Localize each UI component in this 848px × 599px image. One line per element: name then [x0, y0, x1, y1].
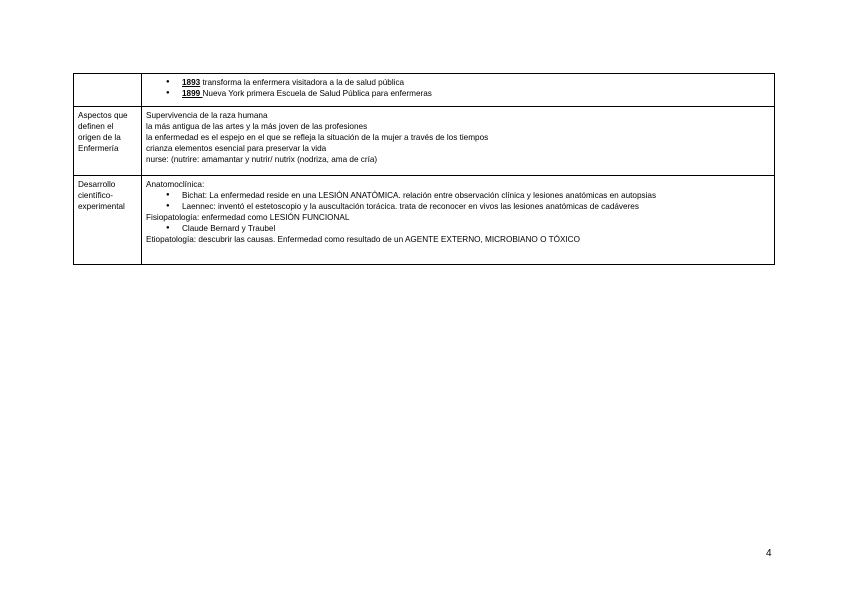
text-line: la más antigua de las artes y la más joven de las profesiones	[146, 122, 368, 131]
text-line: Supervivencia de la raza humana	[146, 111, 268, 120]
text-line: la enfermedad es el espejo en el que se refleja la situación de la mujer a través de los tiempos	[146, 133, 489, 142]
row-label-cell	[74, 74, 142, 107]
list-item: ● Claude Bernard y Traubel	[146, 223, 770, 234]
list-item	[146, 77, 770, 88]
fisiopatologia-title: Fisiopatología: enfermedad como LESIÓN FUNCIONAL	[146, 213, 350, 222]
year-1899: 1899	[182, 89, 203, 98]
table-row	[74, 74, 775, 107]
row-label-desarrollo: Desarrollo científico-experimental	[74, 176, 142, 265]
bullet-text: transforma la enfermera visitadora a la de salud pública	[200, 78, 405, 87]
year-1893: 1893	[182, 78, 201, 87]
list-item	[146, 88, 770, 99]
table-row	[74, 107, 775, 176]
row-content-cell	[142, 74, 775, 107]
text-line: crianza elementos esencial para preservar la vida	[146, 144, 327, 153]
row-content-cell	[142, 176, 775, 265]
row-content-cell	[142, 107, 775, 176]
list-item: ● Laennec: inventó el estetoscopio y la auscultación torácica. trata de reconocer en vivos las lesiones anatómicas de cadáveres	[146, 201, 770, 212]
document-table	[73, 73, 775, 265]
anatomoclinica-title: Anatomoclínica:	[146, 180, 205, 189]
page-number: 4	[766, 548, 772, 559]
row-label-aspectos: Aspectos que definen el origen de la Enfermería	[74, 107, 142, 176]
bullet-text: Nueva York primera Escuela de Salud Pública para enfermeras	[202, 89, 432, 98]
list-item: ● Bichat: La enfermedad reside en una LESIÓN ANATÓMICA. relación entre observación clínica y lesiones anatómicas en autopsias	[146, 190, 770, 201]
text-line: nurse: (nutrire: amamantar y nutrir/ nutrix (nodriza, ama de cría)	[146, 155, 378, 164]
etiopatologia-line: Etiopatología: descubrir las causas. Enfermedad como resultado de un AGENTE EXTERNO, MICROBIANO O TÓXICO	[146, 235, 580, 244]
table-row	[74, 176, 775, 265]
